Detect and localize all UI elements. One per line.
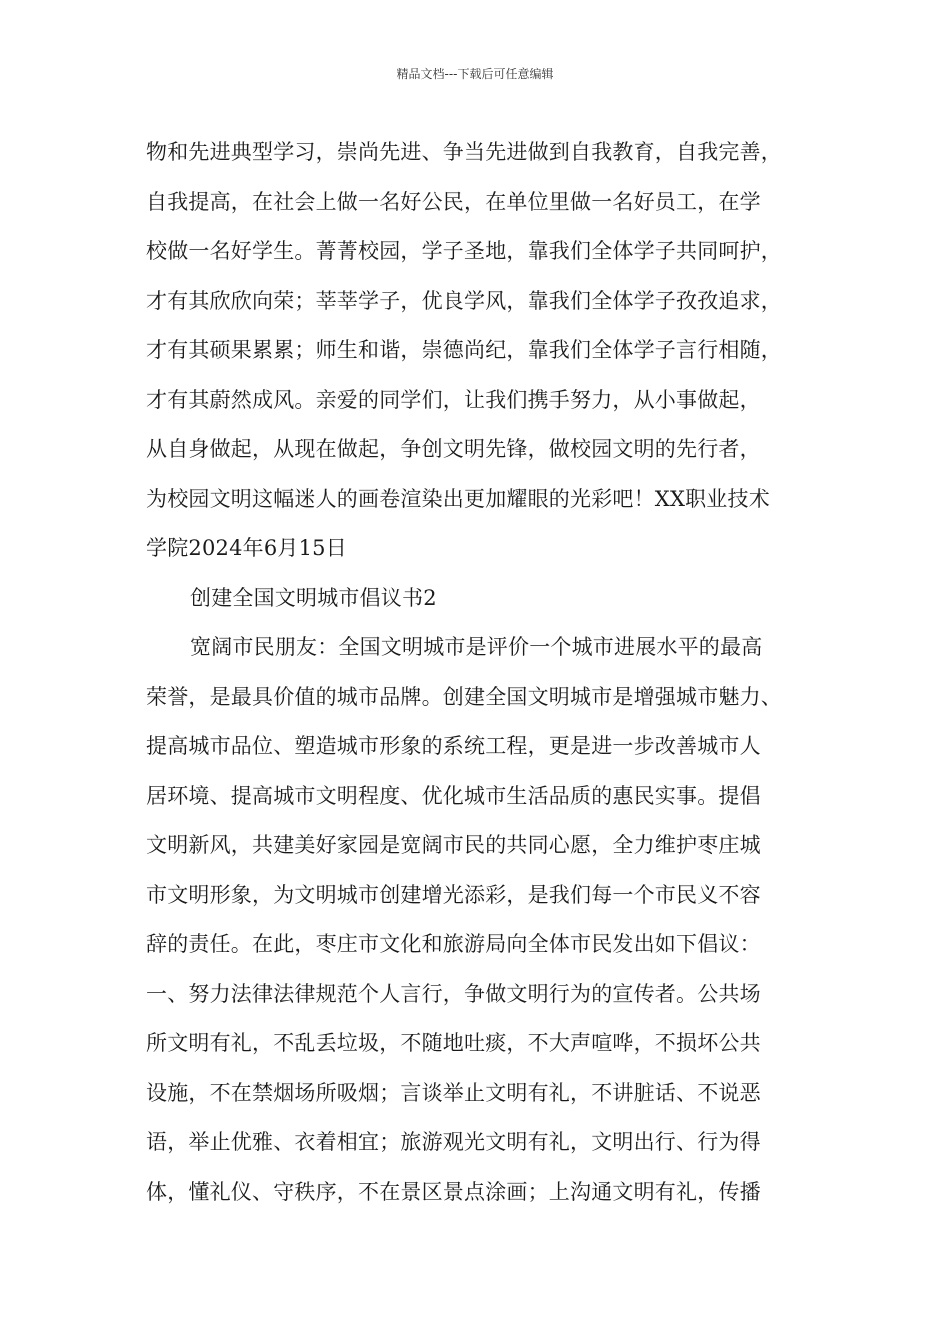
text-line: 语，举止优雅、衣着相宜；旅游观光文明有礼，文明出行、行为得 <box>146 1130 761 1154</box>
text-line: 体，懂礼仪、守秩序，不在景区景点涂画；上沟通文明有礼，传播 <box>146 1179 761 1204</box>
section-title: 创建全国文明城市倡议书2 <box>190 585 437 610</box>
text-line: 设施，不在禁烟场所吸烟；言谈举止文明有礼，不讲脏话、不说恶 <box>146 1080 761 1105</box>
text-line: 一、努力法律法律规范个人言行，争做文明行为的宣传者。公共场 <box>146 981 761 1006</box>
text-line: 荣誉，是最具价值的城市品牌。创建全国文明城市是增强城市魅力、 <box>146 684 782 709</box>
document-body <box>146 128 836 1217</box>
text-line: 所文明有礼，不乱丢垃圾，不随地吐痰，不大声喧哗，不损坏公共 <box>146 1031 761 1055</box>
text-line: 物和先进典型学习，崇尚先进、争当先进做到自我教育，自我完善， <box>146 140 782 164</box>
text-line: 宽阔市民朋友：全国文明城市是评价一个城市进展水平的最高 <box>190 635 763 659</box>
text-line: 校做一名好学生。菁菁校园，学子圣地，靠我们全体学子共同呵护， <box>146 239 782 263</box>
text-line: 才有其硕果累累；师生和谐，崇德尚纪，靠我们全体学子言行相随， <box>146 338 782 362</box>
text-line: 居环境、提高城市文明程度、优化城市生活品质的惠民实事。提倡 <box>146 783 761 808</box>
text-line: 市文明形象，为文明城市创建增光添彩，是我们每一个市民义不容 <box>146 882 761 907</box>
page-header: 精品文档---下载后可任意编辑 <box>396 67 554 81</box>
text-line: 辞的责任。在此，枣庄市文化和旅游局向全体市民发出如下倡议： <box>146 932 761 956</box>
text-line: 文明新风，共建美好家园是宽阔市民的共同心愿，全力维护枣庄城 <box>146 833 761 857</box>
text-line: 为校园文明这幅迷人的画卷渲染出更加耀眼的光彩吧！XX职业技术 <box>146 486 770 511</box>
text-line: 学院2024年6月15日 <box>146 536 347 560</box>
text-line: 才有其欣欣向荣；莘莘学子，优良学风，靠我们全体学子孜孜追求， <box>146 288 782 313</box>
text-line: 自我提高，在社会上做一名好公民，在单位里做一名好员工，在学 <box>146 189 761 214</box>
text-line: 提高城市品位、塑造城市形象的系统工程，更是进一步改善城市人 <box>146 734 761 758</box>
text-line: 才有其蔚然成风。亲爱的同学们，让我们携手努力，从小事做起， <box>146 387 761 412</box>
text-line: 从自身做起，从现在做起，争创文明先锋，做校园文明的先行者， <box>146 437 761 461</box>
